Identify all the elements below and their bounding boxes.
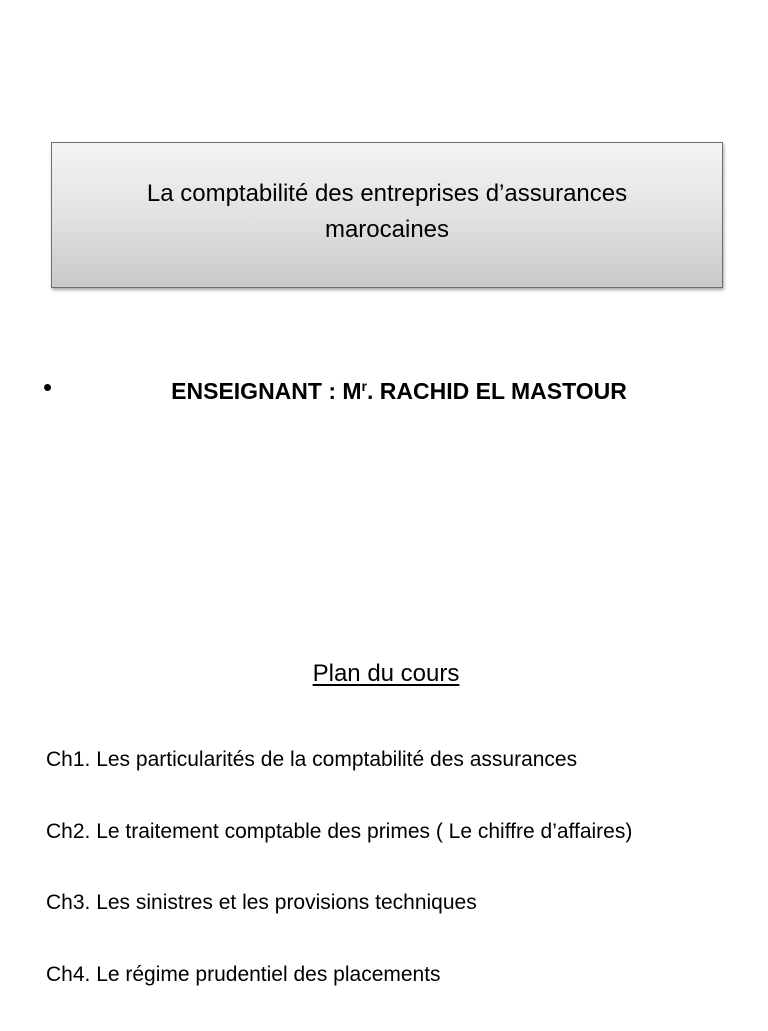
chapter-item-1: Ch1. Les particularités de la comptabilité des assurances: [46, 745, 632, 817]
teacher-line: [0, 376, 768, 406]
document-title-line-2: marocaines: [325, 216, 449, 243]
chapter-item-4: Ch4. Le régime prudentiel des placements: [46, 960, 632, 1031]
chapter-item-2: Ch2. Le traitement comptable des primes ( Le chiffre d’affaires): [46, 817, 632, 889]
chapter-list: [46, 745, 632, 1031]
title-box: [51, 142, 723, 288]
teacher-name: . RACHID EL MASTOUR: [367, 378, 627, 404]
plan-heading: Plan du cours: [0, 659, 768, 689]
document-title: [107, 176, 667, 248]
chapter-item-3: Ch3. Les sinistres et les provisions techniques: [46, 888, 632, 960]
teacher-title-superscript: r: [362, 378, 367, 394]
document-title-line-1: La comptabilité des entreprises d’assurances: [147, 180, 627, 207]
bullet-point: •: [43, 372, 52, 402]
teacher-prefix: ENSEIGNANT : M: [171, 378, 361, 404]
